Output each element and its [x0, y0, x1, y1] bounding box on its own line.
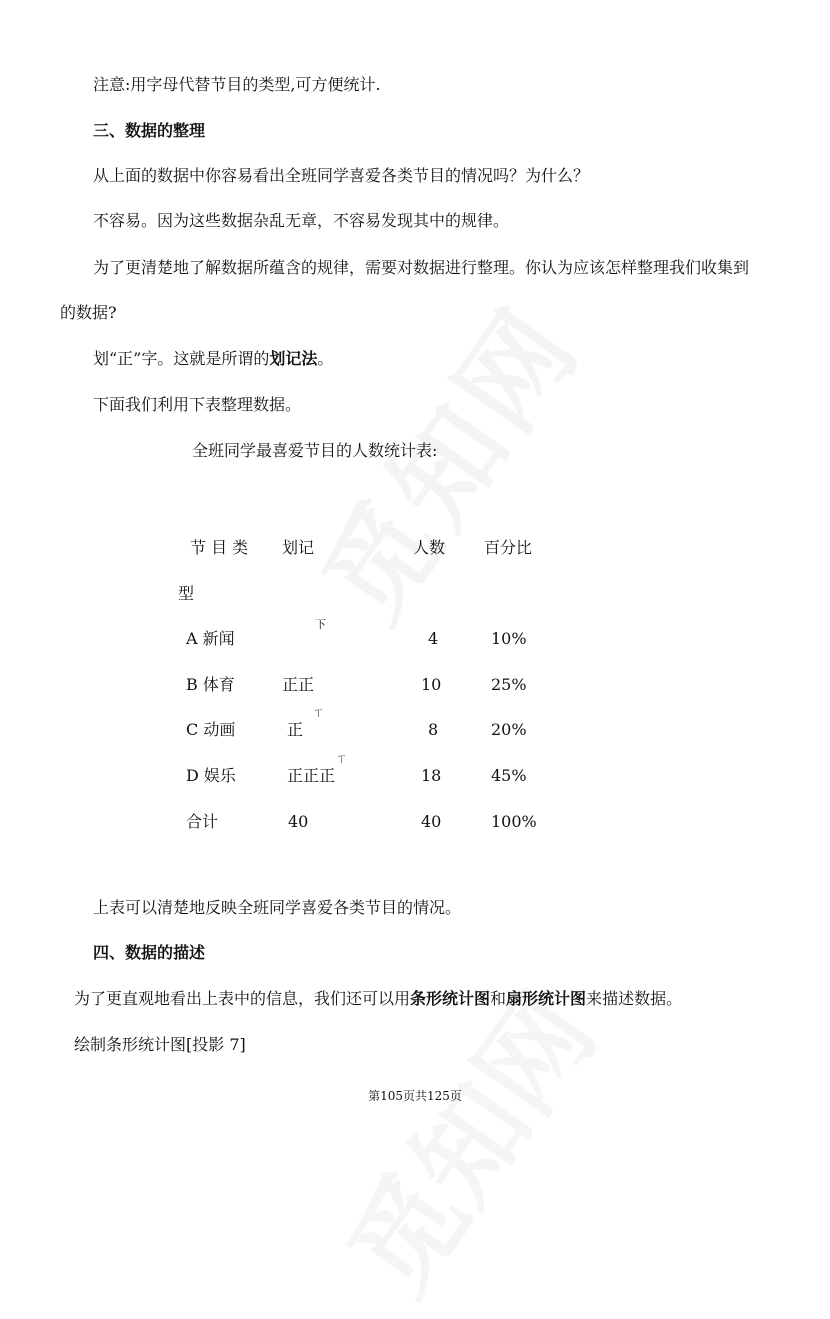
row-d-percent: 45%: [491, 766, 527, 785]
row-d-count: 18: [421, 766, 442, 785]
row-total-percent: 100%: [491, 812, 537, 831]
header-type-wrap: 型: [178, 584, 195, 603]
use-table-text: 下面我们利用下表整理数据。: [93, 395, 302, 414]
table-title: 全班同学最喜爱节目的人数统计表:: [192, 441, 438, 460]
note-text: 注意:用字母代替节目的类型,可方便统计.: [93, 75, 381, 94]
draw-chart-text: 绘制条形统计图[投影 7]: [74, 1035, 246, 1054]
row-d-tally: 正正正: [287, 766, 336, 785]
row-c-type: C 动画: [186, 720, 236, 739]
tally-method-text: [93, 348, 333, 370]
question-text: 从上面的数据中你容易看出全班同学喜爱各类节目的情况吗？为什么？: [93, 166, 590, 185]
row-b-percent: 25%: [491, 675, 527, 694]
section-heading-4: 四、数据的描述: [93, 943, 206, 962]
desc-post: 来描述数据。: [586, 989, 683, 1008]
row-c-tally-mark: ㄒ: [313, 706, 324, 719]
header-type: 节 目 类: [190, 538, 249, 557]
answer-text: 不容易。因为这些数据杂乱无章，不容易发现其中的规律。: [93, 211, 510, 230]
header-tally: 划记: [282, 538, 315, 557]
paragraph-line-2: 的数据?: [60, 303, 117, 322]
desc-mid: 和: [490, 989, 507, 1008]
row-b-type: B 体育: [186, 675, 235, 694]
section-heading-3: 三、数据的整理: [93, 121, 206, 140]
row-total-type: 合计: [186, 812, 219, 831]
row-c-count: 8: [428, 720, 439, 739]
row-a-percent: 10%: [491, 629, 527, 648]
desc-pre: 为了更直观地看出上表中的信息，我们还可以用: [74, 989, 411, 1008]
page-footer: 第105页共125页: [368, 1089, 462, 1103]
tally-method-term: 划记法: [269, 349, 318, 368]
row-b-tally: 正正: [282, 675, 315, 694]
paragraph-line-1: 为了更清楚地了解数据所蕴含的规律，需要对数据进行整理。你认为应该怎样整理我们收集到: [93, 258, 750, 277]
row-b-count: 10: [421, 675, 442, 694]
row-total-tally: 40: [288, 812, 309, 831]
row-total-count: 40: [421, 812, 442, 831]
pie-chart-term: 扇形统计图: [506, 989, 587, 1008]
row-c-percent: 20%: [491, 720, 527, 739]
row-c-tally: 正: [287, 720, 304, 739]
row-a-tally-mark: 下: [315, 618, 326, 631]
watermark-bottom: [306, 959, 625, 1319]
summary-text: 上表可以清楚地反映全班同学喜爱各类节目的情况。: [93, 898, 462, 917]
bar-chart-term: 条形统计图: [410, 989, 491, 1008]
tally-pre: 划“正”字。这就是所谓的: [93, 349, 270, 368]
header-percent: 百分比: [484, 538, 533, 557]
description-text: [74, 988, 682, 1010]
row-d-type: D 娱乐: [186, 766, 236, 785]
row-a-count: 4: [428, 629, 439, 648]
row-a-type: A 新闻: [186, 629, 235, 648]
row-d-tally-mark: ㄒ: [336, 752, 347, 765]
header-count: 人数: [413, 538, 446, 557]
tally-post: 。: [317, 349, 334, 368]
